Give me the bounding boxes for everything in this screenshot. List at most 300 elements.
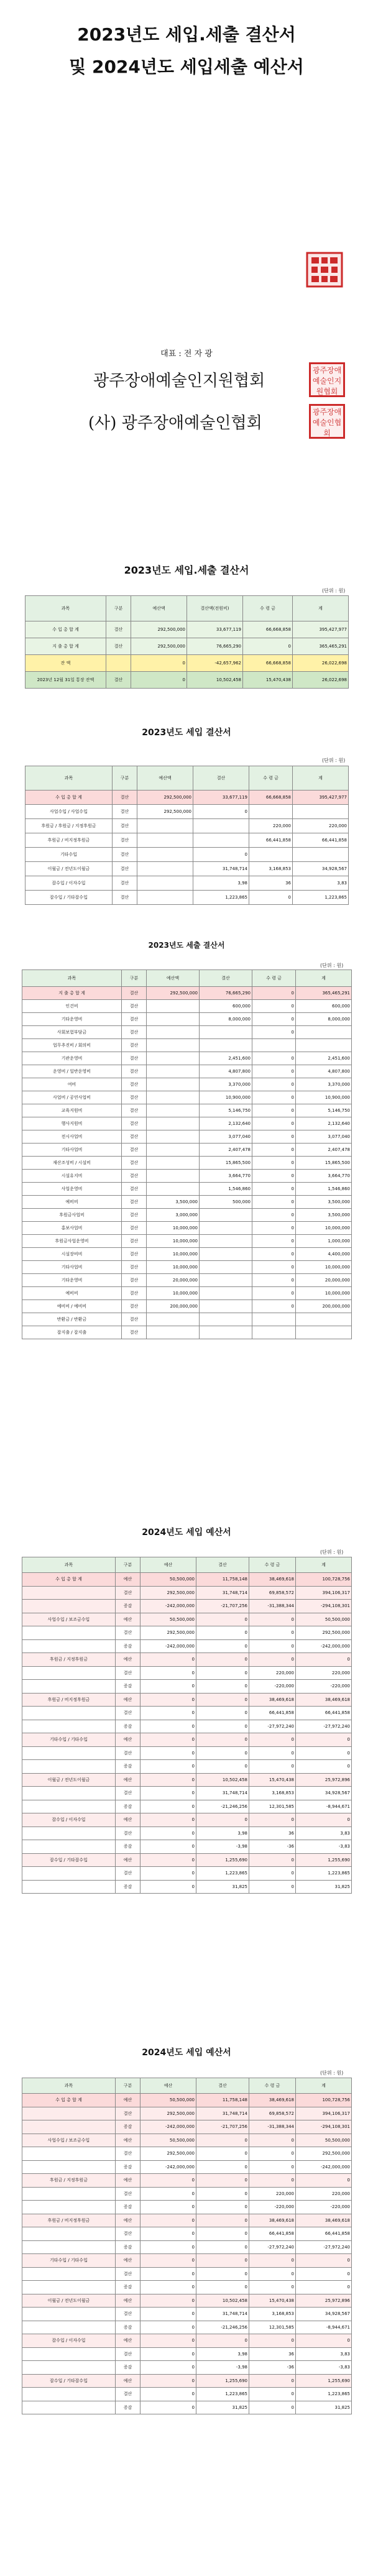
table-cell: 0	[252, 1000, 296, 1013]
table-cell: 0	[252, 1013, 296, 1026]
table-cell: 2,451,600	[296, 1052, 352, 1065]
table-cell: 292,500,000	[140, 2107, 196, 2120]
table-cell: 2,132,640	[296, 1117, 352, 1130]
table-cell: 3,664,770	[200, 1170, 252, 1183]
table-cell: 결산	[122, 1000, 147, 1013]
table-cell: 0	[249, 1813, 296, 1827]
table-cell: 31,825	[296, 1880, 352, 1894]
table-cell: 33,677,119	[193, 791, 249, 805]
table-cell: 0	[140, 2187, 196, 2201]
table-cell: 0	[196, 2227, 249, 2241]
table-cell: 66,441,858	[296, 1707, 352, 1720]
row-label: 잡수입 / 이자수입	[22, 1813, 116, 1827]
table-row	[25, 833, 349, 848]
table-cell: 3,98	[193, 876, 249, 891]
table-row	[22, 1733, 352, 1747]
table-cell: 292,500,000	[296, 1626, 352, 1640]
table-cell: 0	[296, 1653, 352, 1667]
table-header-row	[22, 2078, 352, 2094]
table-row	[22, 2240, 352, 2254]
table-cell: 0	[249, 2134, 296, 2147]
table-cell: 66,441,858	[293, 833, 349, 848]
table-cell: 0	[196, 1653, 249, 1667]
organization-name-2: (사) 광주장애예술인협회	[88, 414, 262, 433]
table-cell: 0	[249, 1613, 296, 1626]
table-row	[22, 1600, 352, 1613]
table-cell: 36	[249, 1827, 296, 1840]
column-header: 수 령 금	[249, 2078, 296, 2094]
row-label: 예비비	[22, 1196, 122, 1209]
row-label	[22, 1600, 116, 1613]
table-cell	[193, 819, 249, 833]
table-row	[22, 1183, 352, 1196]
table-cell: 증감	[116, 2160, 140, 2174]
table-cell: 3,98	[196, 2347, 249, 2361]
table-cell: -27,972,240	[296, 2240, 352, 2254]
table-row	[22, 1300, 352, 1313]
table-cell: 220,000	[296, 2187, 352, 2201]
row-label: 반환금 / 반환금	[22, 1313, 122, 1326]
table-cell: 결산	[122, 1117, 147, 1130]
row-label: 시설장비비	[22, 1248, 122, 1261]
table-cell: 0	[140, 2227, 196, 2241]
row-label	[22, 2267, 116, 2281]
table-cell: 결산	[113, 862, 137, 876]
table-cell: 결산	[116, 2347, 140, 2361]
table-cell: 100,728,756	[296, 2094, 352, 2107]
table-row	[22, 2254, 352, 2268]
table-cell: 0	[249, 891, 293, 905]
table-cell: 292,500,000	[140, 1626, 196, 1640]
table-cell: 0	[140, 2294, 196, 2308]
table-cell: 0	[252, 1026, 296, 1039]
table-cell	[296, 1039, 352, 1052]
table-cell	[147, 1052, 200, 1065]
table-cell: 0	[140, 2321, 196, 2334]
table-cell: 0	[196, 2334, 249, 2348]
table-cell: 0	[196, 1639, 249, 1653]
table-cell: 0	[196, 1813, 249, 1827]
table-row	[22, 1026, 352, 1039]
table-cell: 결산	[122, 1052, 147, 1065]
row-label: 후원금사업운영비	[22, 1235, 122, 1248]
table-row	[22, 1787, 352, 1800]
table-cell: 0	[140, 2388, 196, 2401]
row-label	[22, 1707, 116, 1720]
column-header: 수 령 금	[252, 970, 296, 987]
table-row	[22, 1104, 352, 1117]
table-cell: 1,223,865	[293, 891, 349, 905]
table-cell: 결산	[116, 1746, 140, 1760]
table-cell: 결산	[122, 1183, 147, 1196]
table-cell: 3,83	[293, 876, 349, 891]
table-cell: 0	[252, 1274, 296, 1287]
table-cell: 결산	[122, 1248, 147, 1261]
table-cell: -242,000,000	[140, 2120, 196, 2134]
table-cell: 1,223,865	[296, 1867, 352, 1881]
table-header-row	[22, 1557, 352, 1573]
table-cell: 25,972,896	[296, 2294, 352, 2308]
table-cell	[200, 1235, 252, 1248]
row-label	[22, 2281, 116, 2294]
table-cell: 5,146,750	[296, 1104, 352, 1117]
row-label	[22, 2240, 116, 2254]
table-cell: 66,441,858	[249, 2227, 296, 2241]
table-cell: 0	[252, 987, 296, 1000]
table-cell: 결산	[116, 1787, 140, 1800]
row-label: 잡지출 / 잡지출	[22, 1326, 122, 1339]
table-row	[22, 2334, 352, 2348]
table-cell: 0	[249, 2334, 296, 2348]
table-cell: 결산	[122, 1196, 147, 1209]
table-cell: 1,255,690	[296, 2374, 352, 2388]
table-cell: 220,000	[249, 819, 293, 833]
table-cell: 3,500,000	[296, 1209, 352, 1222]
section-title-settlement: 2023년도 세입.세출 결산서	[124, 564, 249, 576]
table-cell: 0	[252, 1065, 296, 1078]
table-cell: 결산	[122, 1209, 147, 1222]
table-cell: 0	[249, 2254, 296, 2268]
table-cell: 10,000,000	[147, 1235, 200, 1248]
column-header: 구분	[122, 970, 147, 987]
row-label: 이월금 / 전년도이월금	[22, 2294, 116, 2308]
table-cell: 0	[252, 1130, 296, 1144]
table-cell: 0	[296, 1746, 352, 1760]
table-cell: 34,928,567	[296, 2308, 352, 2321]
table-cell: 0	[131, 655, 187, 672]
table-cell: 66,441,858	[249, 833, 293, 848]
table-cell: 0	[140, 1773, 196, 1787]
table-cell: 0	[196, 1733, 249, 1747]
table-cell	[147, 1039, 200, 1052]
table-cell	[106, 655, 131, 672]
column-header: 결산	[193, 766, 249, 791]
table-cell: 증감	[116, 1680, 140, 1694]
table-cell: 0	[249, 2401, 296, 2414]
row-label	[22, 1800, 116, 1813]
table-cell: 증감	[116, 2281, 140, 2294]
table-cell: 결산	[106, 672, 131, 689]
table-cell: 결산	[113, 891, 137, 905]
table-cell: 31,748,714	[196, 1787, 249, 1800]
table-cell: 50,500,000	[140, 1613, 196, 1626]
table-cell: 38,469,618	[249, 2094, 296, 2107]
table-cell: 예산	[116, 1733, 140, 1747]
row-label: 기타수입 / 기타수입	[22, 2254, 116, 2268]
table-cell: 0	[140, 1760, 196, 1774]
table-row	[22, 1680, 352, 1694]
column-header: 계	[293, 766, 349, 791]
table-cell: 31,825	[196, 2401, 249, 2414]
table-cell: 0	[196, 1707, 249, 1720]
table-cell: 292,500,000	[131, 621, 187, 638]
row-label: 수 입 총 합 계	[22, 2094, 116, 2107]
table-cell: 0	[140, 1787, 196, 1800]
row-label: 운영비 / 일반운영비	[22, 1065, 122, 1078]
table-cell: 0	[252, 1235, 296, 1248]
table-cell	[137, 891, 193, 905]
column-header: 결산	[200, 970, 252, 987]
table-cell: 31,748,714	[196, 2308, 249, 2321]
table-cell: 292,500,000	[137, 791, 193, 805]
table-cell: 예산	[116, 1693, 140, 1707]
row-label	[22, 2321, 116, 2334]
table-cell: 결산	[116, 1626, 140, 1640]
table-cell: -27,972,240	[296, 1720, 352, 1733]
row-label: 후원금 / 후원금 / 지정후원금	[25, 819, 113, 833]
table-row	[22, 2267, 352, 2281]
table-cell: 0	[140, 2374, 196, 2388]
table-cell: 0	[196, 2240, 249, 2254]
row-label	[22, 1720, 116, 1733]
settlement-summary-table	[25, 595, 349, 689]
table-cell: 25,972,896	[296, 1773, 352, 1787]
row-label: 예비비 / 예비비	[22, 1300, 122, 1313]
table-cell: 2,132,640	[200, 1117, 252, 1130]
table-cell: 76,665,290	[187, 638, 243, 655]
table-cell: 0	[296, 1813, 352, 1827]
table-row	[22, 2201, 352, 2214]
table-cell: 20,000,000	[147, 1274, 200, 1287]
table-cell: 0	[140, 2201, 196, 2214]
row-label: 시설유지비	[22, 1170, 122, 1183]
table-cell: 0	[249, 1639, 296, 1653]
column-header: 과목	[22, 970, 122, 987]
row-label	[22, 1666, 116, 1680]
column-header: 예산	[140, 2078, 196, 2094]
table-cell: 0	[252, 1196, 296, 1209]
table-cell: 3,168,853	[249, 2308, 296, 2321]
table-cell: 10,000,000	[296, 1261, 352, 1274]
table-cell	[193, 833, 249, 848]
table-cell: 0	[140, 1800, 196, 1813]
table-row	[22, 1013, 352, 1026]
table-cell: 1,223,865	[193, 891, 249, 905]
row-label: 사업비 / 공연사업비	[22, 1091, 122, 1104]
table-cell: 0	[296, 2334, 352, 2348]
table-row	[22, 1573, 352, 1587]
table-row	[22, 1078, 352, 1091]
row-label: 후원금 / 비지정후원금	[22, 1693, 116, 1707]
table-cell: -242,000,000	[296, 1639, 352, 1653]
table-row	[22, 1666, 352, 1680]
table-cell: 결산	[122, 1013, 147, 1026]
table-cell: 예산	[116, 1573, 140, 1587]
table-cell: 증감	[116, 2361, 140, 2375]
row-label: 이월금 / 전년도이월금	[25, 862, 113, 876]
table-cell: -21,246,256	[196, 2321, 249, 2334]
table-row	[22, 2107, 352, 2120]
table-cell	[200, 1287, 252, 1300]
row-label	[22, 2160, 116, 2174]
table-cell: 0	[252, 1170, 296, 1183]
table-cell: 결산	[116, 1586, 140, 1600]
table-cell	[200, 1222, 252, 1235]
table-cell	[249, 805, 293, 819]
row-label: 예비비	[22, 1287, 122, 1300]
table-row	[22, 2374, 352, 2388]
table-cell: 66,441,858	[249, 1707, 296, 1720]
table-cell: 예산	[116, 2094, 140, 2107]
table-cell: -242,000,000	[140, 1600, 196, 1613]
budget-table-2	[22, 2078, 352, 2414]
row-label	[22, 1787, 116, 1800]
table-cell: 0	[140, 1813, 196, 1827]
table-cell: 0	[196, 1693, 249, 1707]
table-cell: 0	[196, 1720, 249, 1733]
table-cell: 결산	[122, 1235, 147, 1248]
table-row	[22, 2120, 352, 2134]
table-cell: 0	[196, 2134, 249, 2147]
row-label: 잔 액	[25, 655, 106, 672]
table-cell: 50,500,000	[140, 2134, 196, 2147]
row-label: 교육지원비	[22, 1104, 122, 1117]
table-cell	[296, 1313, 352, 1326]
table-cell: 34,928,567	[296, 1787, 352, 1800]
table-row	[22, 2147, 352, 2161]
table-cell: -220,000	[296, 2201, 352, 2214]
table-cell: -21,707,256	[196, 2120, 249, 2134]
table-row	[22, 1144, 352, 1157]
row-label: 행사지원비	[22, 1117, 122, 1130]
row-label	[22, 1760, 116, 1774]
row-label	[22, 1880, 116, 1894]
table-cell: 0	[140, 1680, 196, 1694]
table-cell: 결산	[116, 2227, 140, 2241]
table-cell	[147, 1326, 200, 1339]
table-cell: 5,146,750	[200, 1104, 252, 1117]
table-row	[25, 862, 349, 876]
table-cell: 100,728,756	[296, 1573, 352, 1587]
table-cell: 600,000	[296, 1000, 352, 1013]
section-unit-budget-2: (단위 : 원)	[320, 2070, 344, 2076]
organization-seal-1: 광주장애예술인지원협회	[309, 362, 345, 397]
row-label: 잡수입 / 이자수입	[25, 876, 113, 891]
table-cell: 292,500,000	[137, 805, 193, 819]
table-cell: 0	[140, 1827, 196, 1840]
table-cell: 220,000	[296, 1666, 352, 1680]
table-row	[22, 2094, 352, 2107]
table-cell: 1,223,865	[296, 2388, 352, 2401]
table-row	[22, 1235, 352, 1248]
row-label: 후원금사업비	[22, 1209, 122, 1222]
table-cell: 결산	[122, 1065, 147, 1078]
table-cell: 예산	[116, 2294, 140, 2308]
table-cell: 1,000,000	[296, 1235, 352, 1248]
row-label	[22, 1586, 116, 1600]
table-cell	[147, 1130, 200, 1144]
table-cell: 1,223,865	[196, 1867, 249, 1881]
table-row	[22, 1287, 352, 1300]
table-cell: 증감	[116, 1600, 140, 1613]
table-cell: 38,469,618	[249, 1693, 296, 1707]
table-cell: 0	[196, 2201, 249, 2214]
table-cell: -220,000	[249, 2201, 296, 2214]
table-cell: 66,668,858	[243, 621, 293, 638]
table-cell: 0	[249, 1733, 296, 1747]
table-cell: 예산	[116, 2254, 140, 2268]
table-cell: 3,000,000	[147, 1209, 200, 1222]
table-cell: -220,000	[296, 1680, 352, 1694]
table-cell: 394,106,317	[296, 1586, 352, 1600]
table-cell: 결산	[106, 638, 131, 655]
table-row	[22, 1800, 352, 1813]
table-cell: 10,502,458	[196, 2294, 249, 2308]
table-cell: 1,255,690	[196, 1853, 249, 1867]
table-cell: 34,928,567	[293, 862, 349, 876]
table-row	[22, 1170, 352, 1183]
row-label	[22, 1827, 116, 1840]
section-title-expense-settlement: 2023년도 세출 결산서	[148, 941, 225, 950]
table-cell	[147, 1183, 200, 1196]
table-row	[22, 1274, 352, 1287]
row-label: 지 출 총 합 계	[25, 638, 106, 655]
table-cell: 0	[196, 1760, 249, 1774]
column-header: 구분	[116, 1557, 140, 1573]
document-title	[0, 0, 373, 83]
table-cell: 3,077,040	[200, 1130, 252, 1144]
row-label: 후원금 / 지정후원금	[22, 2174, 116, 2188]
table-cell: 0	[249, 1867, 296, 1881]
table-cell: -31,388,344	[249, 2120, 296, 2134]
table-cell: 0	[252, 1222, 296, 1235]
table-cell: 증감	[116, 2401, 140, 2414]
table-cell: 결산	[116, 2107, 140, 2120]
table-cell: 26,022,698	[293, 655, 349, 672]
table-cell: 0	[140, 1746, 196, 1760]
table-cell: 0	[249, 1746, 296, 1760]
organization-name-1: 광주장애예술인지원협회	[93, 372, 265, 390]
table-cell: 20,000,000	[296, 1274, 352, 1287]
table-cell: 결산	[122, 1170, 147, 1183]
table-cell: 0	[196, 1626, 249, 1640]
row-label: 홍보사업비	[22, 1222, 122, 1235]
table-cell: 394,106,317	[296, 2107, 352, 2120]
table-cell: 0	[140, 2401, 196, 2414]
table-cell: 증감	[116, 1720, 140, 1733]
section-unit-revenue-settlement: (단위 : 원)	[322, 758, 346, 763]
table-row	[22, 1157, 352, 1170]
table-row	[22, 1720, 352, 1733]
table-cell: -3,98	[196, 1840, 249, 1854]
table-cell: 1,255,690	[196, 2374, 249, 2388]
table-cell: 31,825	[196, 1880, 249, 1894]
row-label: 재산조성비 / 시설비	[22, 1157, 122, 1170]
table-cell: 결산	[116, 2147, 140, 2161]
section-title-revenue-settlement: 2023년도 세입 결산서	[142, 728, 231, 738]
table-cell: 31,748,714	[196, 2107, 249, 2120]
table-cell: 0	[252, 1300, 296, 1313]
table-row	[22, 1707, 352, 1720]
table-cell: 0	[249, 2374, 296, 2388]
table-cell: 3,168,853	[249, 1787, 296, 1800]
table-cell: 0	[140, 2174, 196, 2188]
table-cell: 4,807,800	[200, 1065, 252, 1078]
table-row	[22, 1313, 352, 1326]
table-cell: 결산	[122, 1078, 147, 1091]
table-row	[22, 2321, 352, 2334]
table-cell: 0	[196, 1746, 249, 1760]
table-cell	[200, 1261, 252, 1274]
table-row	[22, 1760, 352, 1774]
table-cell	[147, 1157, 200, 1170]
table-header-row	[22, 970, 352, 987]
table-cell	[200, 1209, 252, 1222]
table-cell: 0	[140, 1653, 196, 1667]
table-cell: 15,470,438	[249, 2294, 296, 2308]
table-cell: 예산	[116, 1853, 140, 1867]
table-row	[22, 1248, 352, 1261]
